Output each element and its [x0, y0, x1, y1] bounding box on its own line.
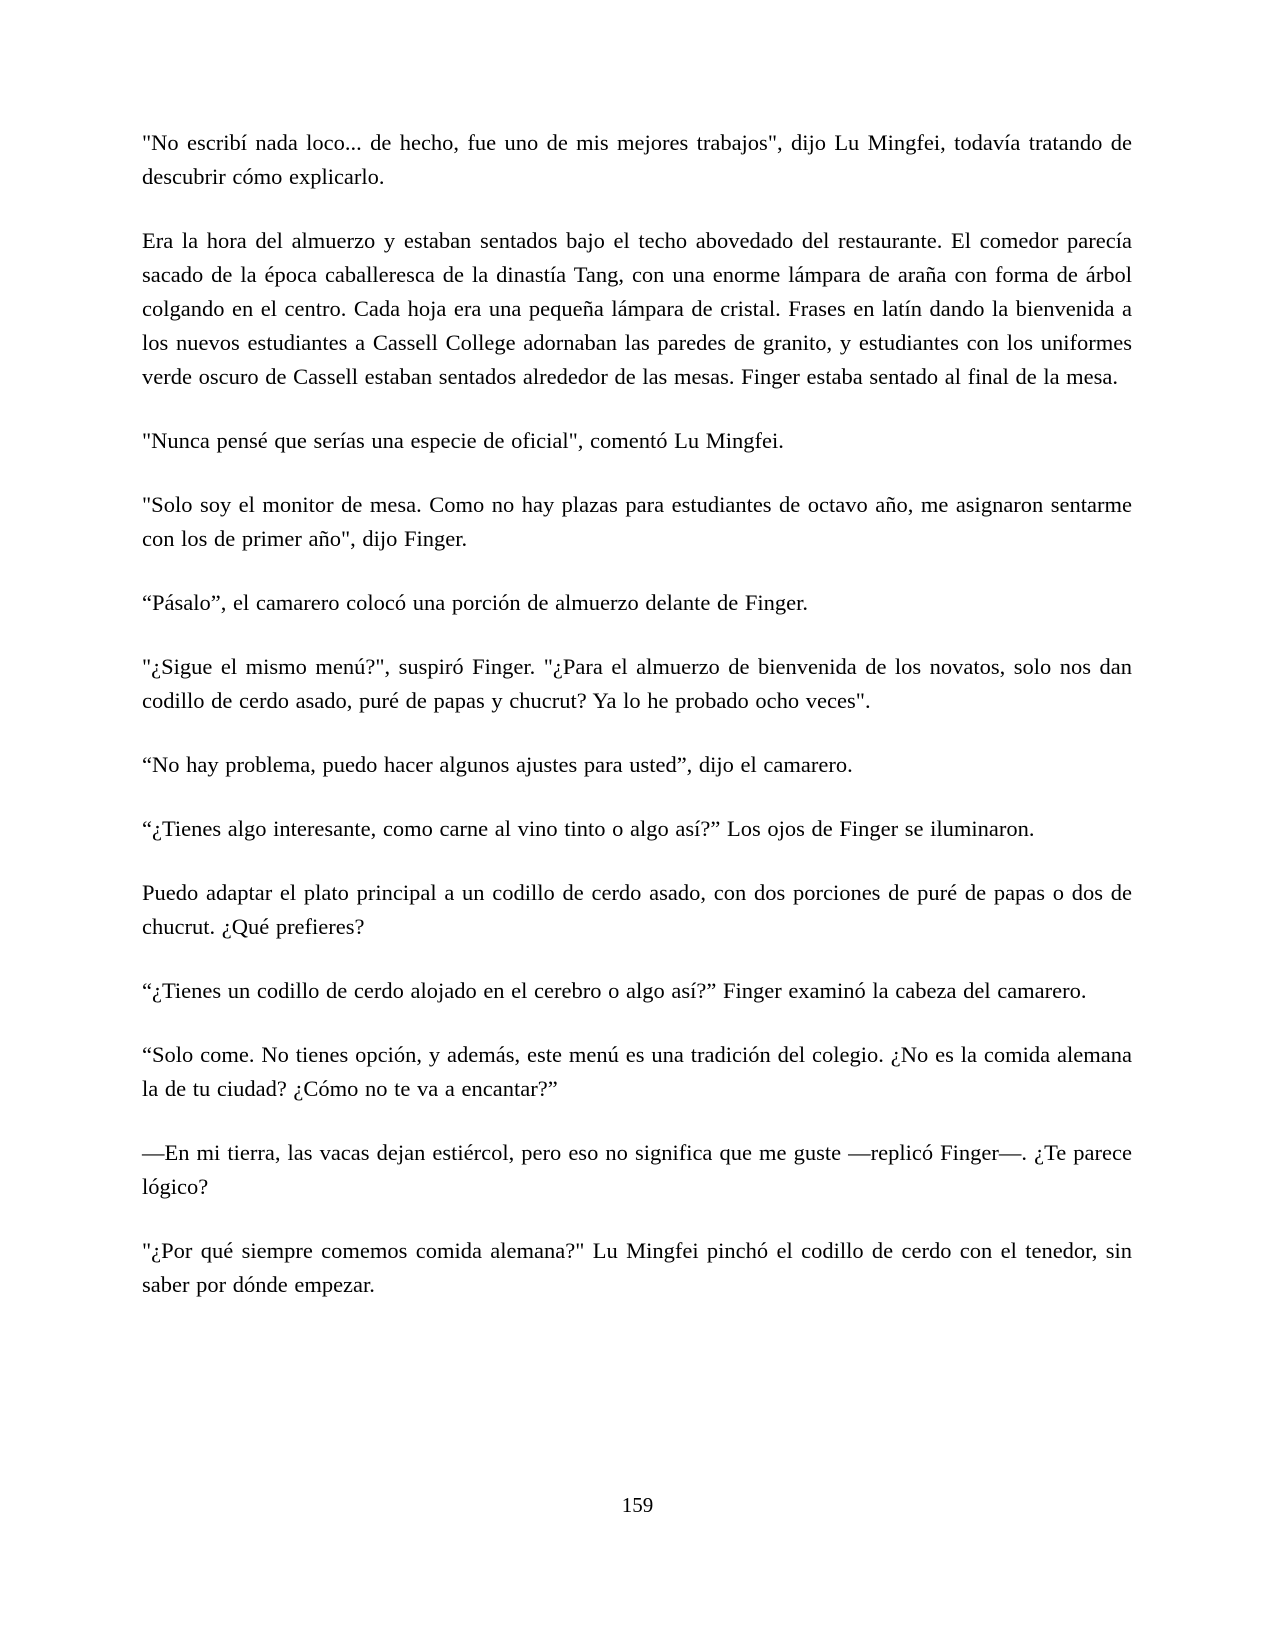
paragraph: Era la hora del almuerzo y estaban sentados bajo el techo abovedado del restaurante. El comedor parecía sacado de la época caballeresca de la dinastía Tang, con una enorme lámpara de araña con forma de árbol colgando en el centro. Cada hoja era una pequeña lámpara de cristal. Frases en latín dando la bienvenida a los nuevos estudiantes a Cassell College adornaban las paredes de granito, y estudiantes con los uniformes verde oscuro de Cassell estaban sentados alrededor de las mesas. Finger estaba sentado al final de la mesa. [142, 228, 1132, 389]
paragraph: "¿Sigue el mismo menú?", suspiró Finger. "¿Para el almuerzo de bienvenida de los novatos, solo nos dan codillo de cerdo asado, puré de papas y chucrut? Ya lo he probado ocho veces". [142, 654, 1132, 713]
paragraph: "No escribí nada loco... de hecho, fue uno de mis mejores trabajos", dijo Lu Mingfei, todavía tratando de descubrir cómo explicarlo. [142, 130, 1132, 189]
paragraph: Puedo adaptar el plato principal a un codillo de cerdo asado, con dos porciones de puré de papas o dos de chucrut. ¿Qué prefieres? [142, 880, 1132, 939]
page-number: 159 [621, 1493, 654, 1517]
paragraph: “Solo come. No tienes opción, y además, este menú es una tradición del colegio. ¿No es la comida alemana la de tu ciudad? ¿Cómo no te va a encantar?” [142, 1042, 1132, 1101]
paragraph: “¿Tienes algo interesante, como carne al vino tinto o algo así?” Los ojos de Finger se iluminaron. [142, 816, 1035, 841]
text-content [142, 126, 1132, 1332]
paragraph: "Solo soy el monitor de mesa. Como no hay plazas para estudiantes de octavo año, me asignaron sentarme con los de primer año", dijo Finger. [142, 492, 1132, 551]
paragraph: “Pásalo”, el camarero colocó una porción de almuerzo delante de Finger. [142, 590, 808, 615]
paragraph: —En mi tierra, las vacas dejan estiércol, pero eso no significa que me guste —replicó Finger—. ¿Te parece lógico? [142, 1140, 1132, 1199]
paragraph: “No hay problema, puedo hacer algunos ajustes para usted”, dijo el camarero. [142, 752, 853, 777]
paragraph: "¿Por qué siempre comemos comida alemana?" Lu Mingfei pinchó el codillo de cerdo con el tenedor, sin saber por dónde empezar. [142, 1238, 1132, 1297]
paragraph: "Nunca pensé que serías una especie de oficial", comentó Lu Mingfei. [142, 428, 784, 453]
paragraph: “¿Tienes un codillo de cerdo alojado en el cerebro o algo así?” Finger examinó la cabeza del camarero. [142, 978, 1087, 1003]
